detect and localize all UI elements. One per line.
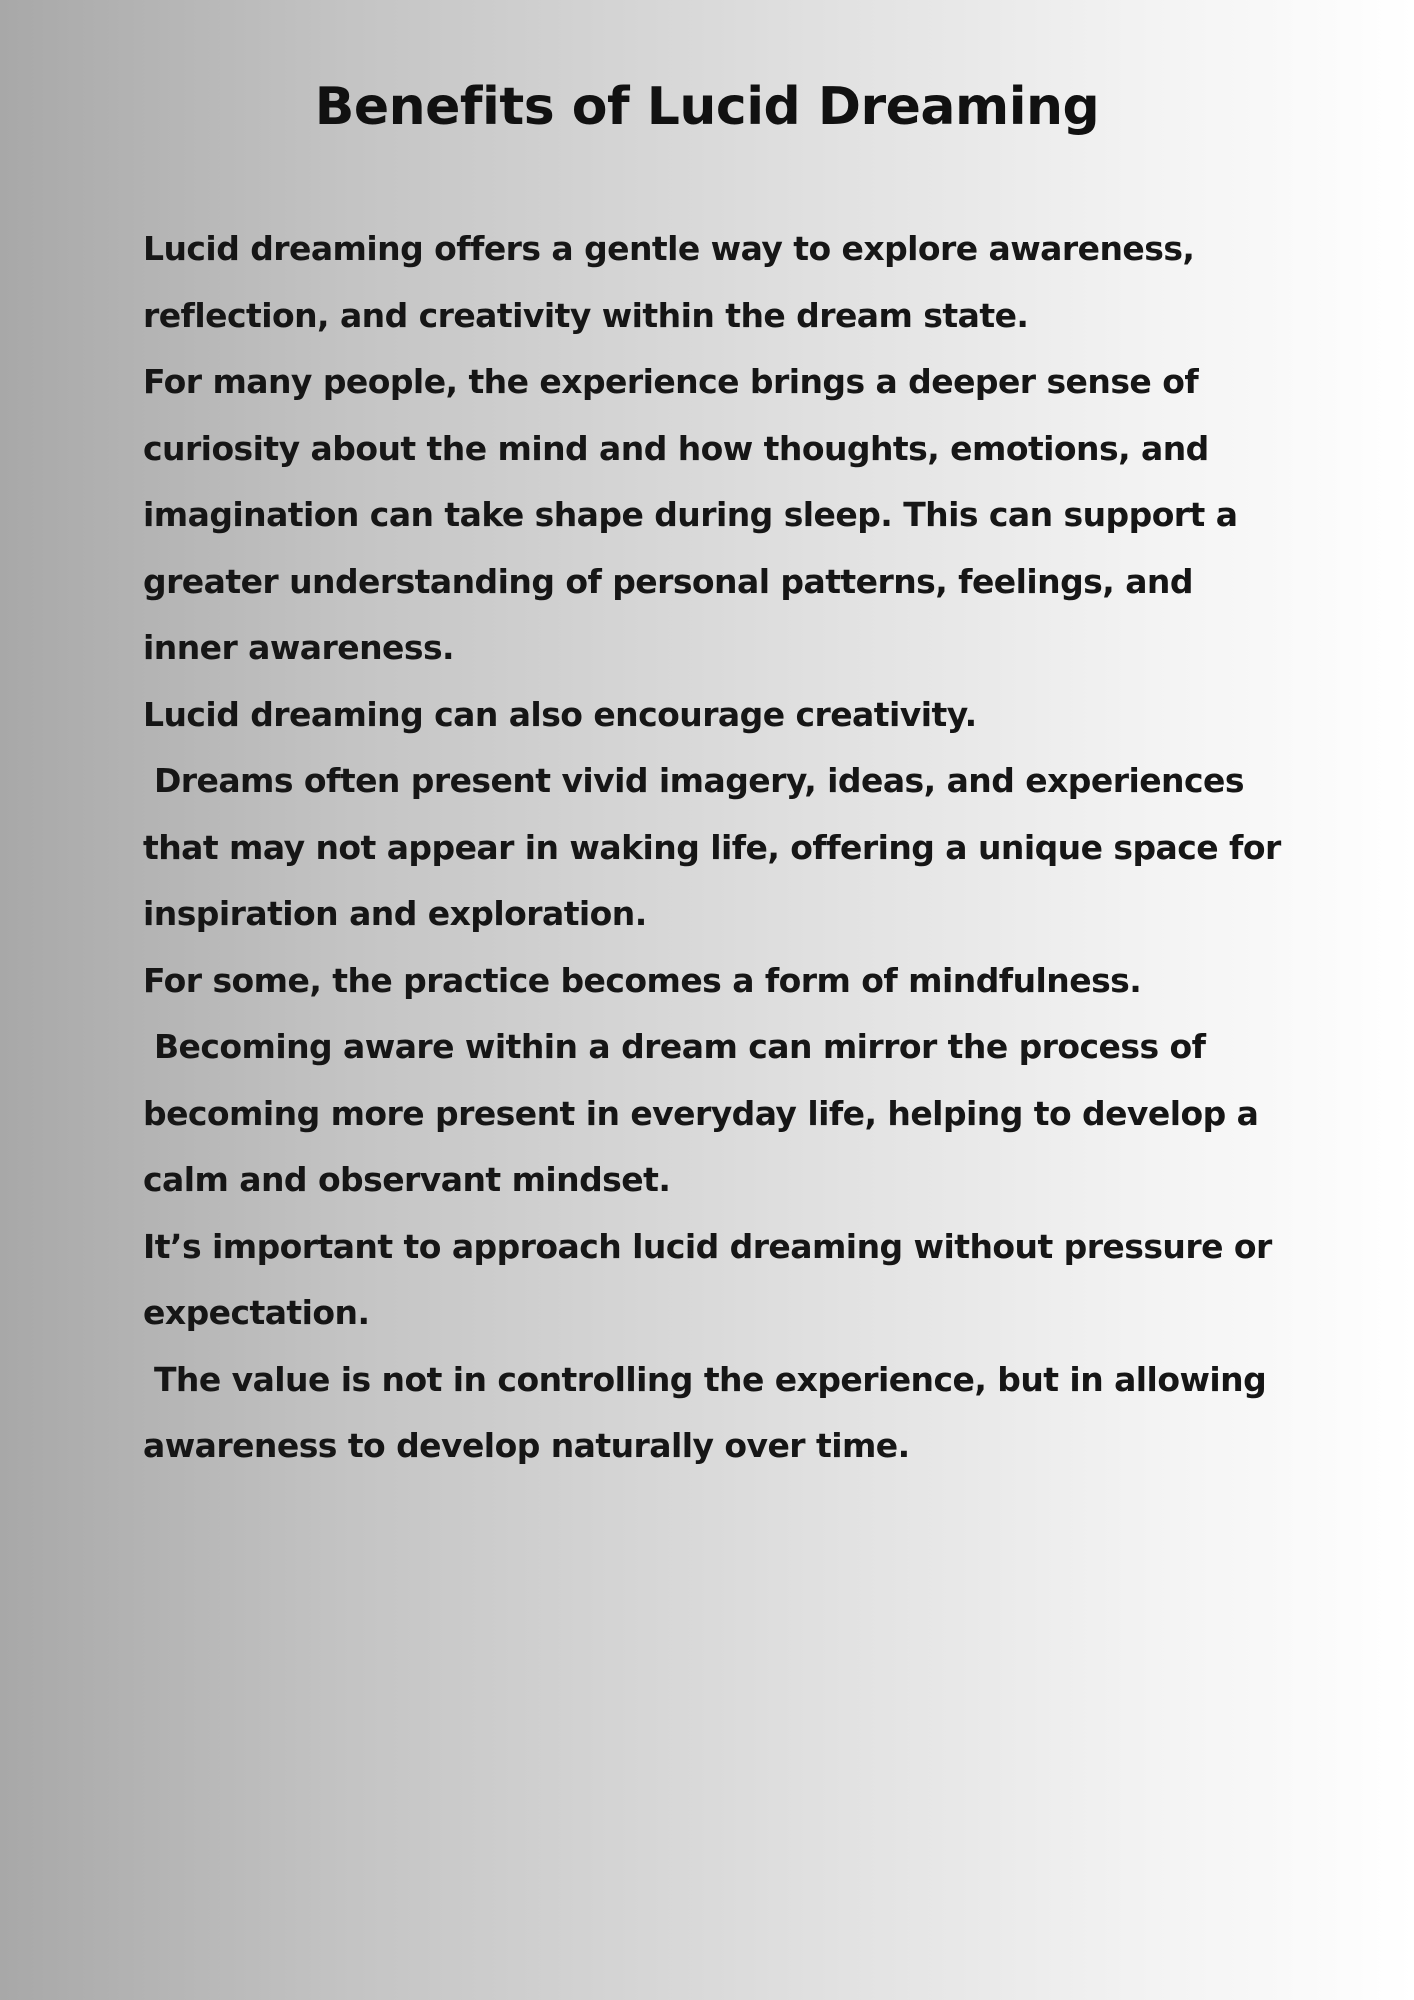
text-line: Dreams often present vivid imagery, ideas, and experiences	[143, 761, 1244, 800]
text-line: inner awareness.	[143, 628, 455, 667]
text-line: that may not appear in waking life, offering a unique space for	[143, 827, 1281, 867]
text-line: For many people, the experience brings a deeper sense of	[143, 362, 1199, 401]
text-line: It’s important to approach lucid dreaming without pressure or	[143, 1226, 1272, 1266]
text-line: expectation.	[143, 1293, 370, 1332]
text-line: Lucid dreaming offers a gentle way to explore awareness,	[143, 229, 1195, 268]
text-line: Lucid dreaming can also encourage creativity.	[143, 694, 977, 734]
text-line: The value is not in controlling the experience, but in allowing	[143, 1359, 1267, 1399]
text-line: becoming more present in everyday life, helping to develop a	[143, 1093, 1259, 1133]
page-title: Benefits of Lucid Dreaming	[314, 77, 1100, 137]
text-line: Becoming aware within a dream can mirror the process of	[143, 1027, 1206, 1066]
text-line: curiosity about the mind and how thoughts, emotions, and	[143, 428, 1209, 468]
text-line: awareness to develop naturally over time.	[143, 1426, 910, 1465]
text-line: calm and observant mindset.	[143, 1160, 671, 1199]
text-line: For some, the practice becomes a form of mindfulness.	[143, 960, 1142, 1000]
text-line: inspiration and exploration.	[143, 894, 647, 933]
body-text	[143, 216, 1343, 1480]
text-line: reflection, and creativity within the dream state.	[143, 295, 1029, 335]
text-line: greater understanding of personal patterns, feelings, and	[143, 561, 1193, 601]
text-line: imagination can take shape during sleep. This can support a	[143, 495, 1238, 534]
